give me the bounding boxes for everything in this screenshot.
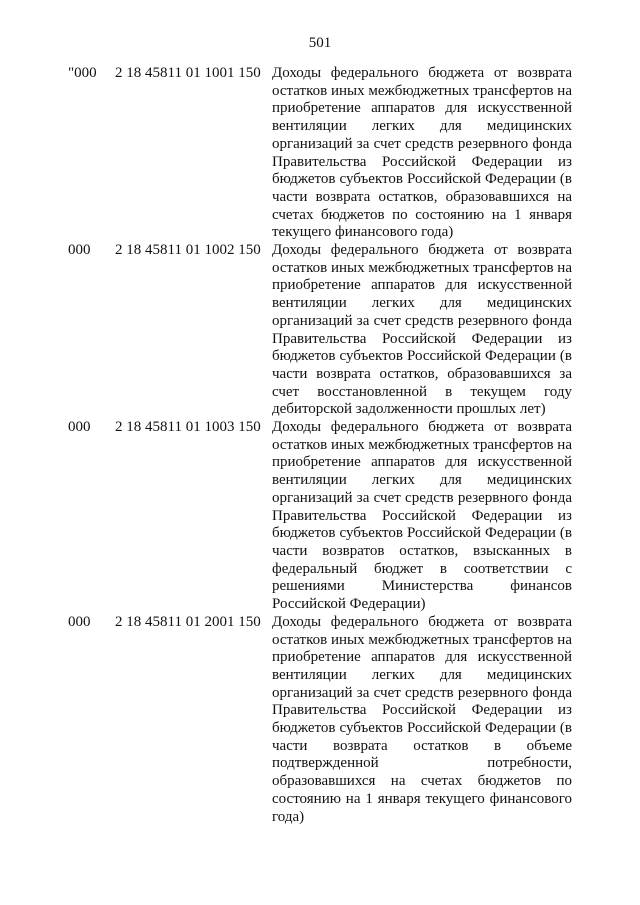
code-description: Доходы федерального бюджета от возврата остатков иных межбюджетных трансфертов на приобретение аппаратов для искусственной вентиляции легких для медицинских организаций за счет средств резервного фонда Правительства Российской Федерации из бюджетов субъектов Российской Федерации (в части возврата остатков, образовавшихся на счетах бюджетов по состоянию на 1 января текущего финансового года) — [272, 65, 572, 241]
budget-classification-code: 2 18 45811 01 1001 150 — [115, 65, 261, 81]
admin-code: "000 — [68, 65, 97, 81]
table-row — [0, 242, 640, 419]
table-row — [0, 65, 640, 242]
admin-code: 000 — [68, 242, 91, 259]
budget-classification-code: 2 18 45811 01 1002 150 — [115, 242, 261, 259]
code-description: Доходы федерального бюджета от возврата остатков иных межбюджетных трансфертов на приобретение аппаратов для искусственной вентиляции легких для медицинских организаций за счет средств резервного фонда Правительства Российской Федерации из бюджетов субъектов Российской Федерации (в части возврата остатков, образовавшихся за счет восстановленной в текущем году дебиторской задолженности прошлых лет) — [272, 242, 572, 418]
revenue-code-table — [0, 65, 640, 826]
budget-classification-code: 2 18 45811 01 2001 150 — [115, 613, 261, 630]
table-row — [0, 419, 640, 614]
admin-code: 000 — [68, 613, 91, 630]
code-description: Доходы федерального бюджета от возврата остатков иных межбюджетных трансфертов на приобретение аппаратов для искусственной вентиляции легких для медицинских организаций за счет средств резервного фонда Правительства Российской Федерации из бюджетов субъектов Российской Федерации (в части возврата остатков в объеме подтвержденной потребности, образовавшихся на счетах бюджетов по состоянию на 1 января текущего финансового года) — [272, 613, 572, 825]
page-number: 501 — [308, 35, 332, 51]
admin-code: 000 — [68, 419, 91, 436]
code-description: Доходы федерального бюджета от возврата остатков иных межбюджетных трансфертов на приобретение аппаратов для искусственной вентиляции легких для медицинских организаций за счет средств резервного фонда Правительства Российской Федерации из бюджетов субъектов Российской Федерации (в части возвратов остатков, взысканных в федеральный бюджет в соответствии с решениями Министерства финансов Российской Федерации) — [272, 419, 572, 613]
table-row — [0, 614, 640, 826]
budget-classification-code: 2 18 45811 01 1003 150 — [115, 419, 261, 436]
